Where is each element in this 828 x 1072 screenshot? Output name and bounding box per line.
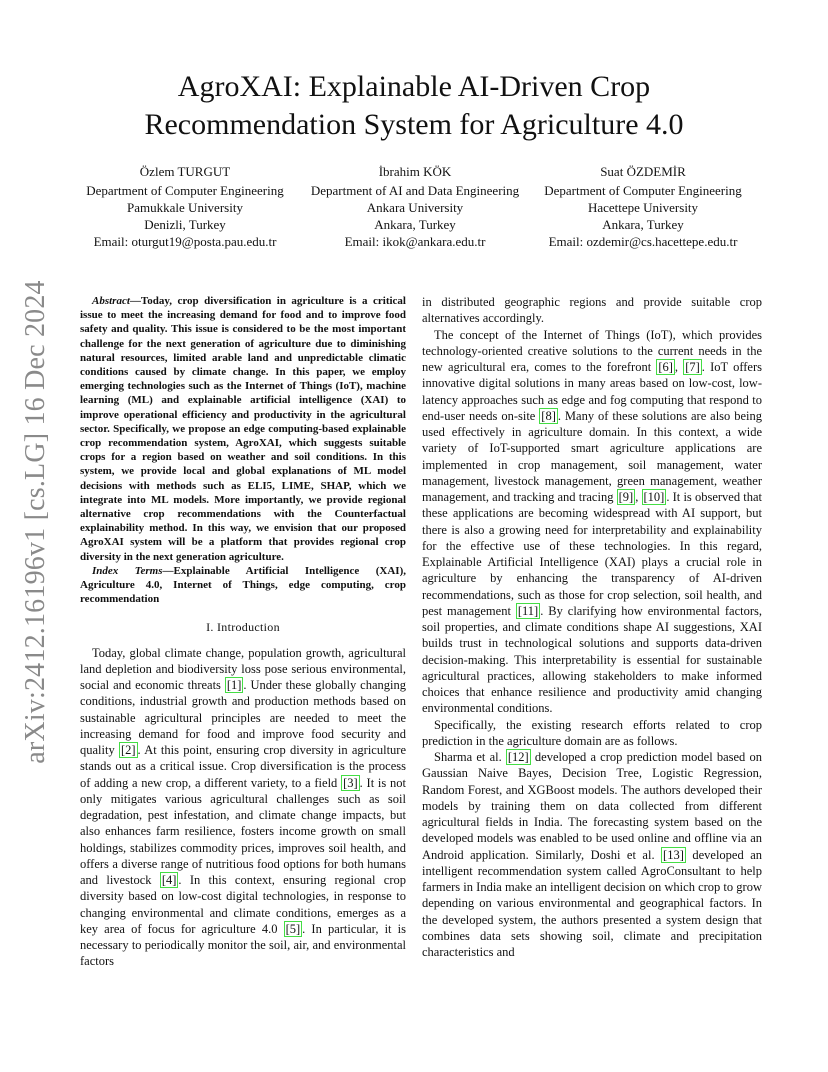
arxiv-sidebar — [14, 280, 58, 764]
paragraph-text: The concept of the Internet of Things (IoT), which provides technology-oriented creative solutions to the current needs in the new agricultural era, comes to the forefront — [422, 327, 762, 374]
abstract-label: Abstract — [92, 295, 130, 307]
index-terms — [80, 564, 406, 607]
citation-link[interactable]: [6] — [658, 360, 673, 374]
paragraph-text: . In this context, ensuring regional crop diversity based on low-cost digital technologies, in response to changing environmental and climate conditions, emerges as a key area of focus for agriculture 4.0 — [80, 873, 406, 936]
paragraph-text: . IoT offers innovative digital solutions in many areas based on low-cost, low-latency approaches such as edge and fog computing that respond to end-user needs on-site — [422, 360, 763, 423]
author-location: Ankara, Turkey — [374, 217, 456, 232]
title-line-2: Recommendation System for Agriculture 4.0 — [144, 108, 684, 141]
index-terms-label: Index Terms — [92, 564, 163, 577]
right-column — [422, 294, 762, 960]
paragraph-text: developed an intelligent recommendation system called AgroConsultant to help farmers in India make an intelligent decision on which crop to grow depending on various environmental and geographical factors. In the developed system, the authors presented a system design that combines data sets showing soil, climate and precipitation characteristics and — [422, 847, 762, 959]
paragraph-text: . It is observed that these applications are becoming widespread with AI support, but there is also a growing need for interpretability and explainability for the effective use of these technologies. In this regard, Explainable Artificial Intelligence (XAI) plays a crucial role in agriculture by enhancing the transparency of AI-driven recommendations, such as those for crop selection, soil health, and pest management — [422, 490, 763, 618]
paragraph-text: . At this point, ensuring crop diversity in agriculture stands out as a critical issue. Crop diversification is the process of adding a new crop, a different variety, to a field — [80, 743, 407, 790]
intro-paragraph-specifically: Specifically, the existing research efforts related to crop prediction in the agriculture domain are as follows. — [422, 717, 762, 748]
author-name: Özlem TURGUT — [139, 164, 231, 179]
author-email: Email: ozdemir@cs.hacettepe.edu.tr — [548, 234, 738, 249]
paragraph-text: , — [635, 490, 642, 504]
intro-paragraph-1 — [80, 645, 406, 970]
citation-link[interactable]: [12] — [507, 750, 529, 764]
citation-link[interactable]: [10] — [643, 490, 665, 504]
author-university: Ankara University — [366, 200, 464, 215]
abstract — [80, 294, 406, 564]
author-block-3 — [536, 163, 750, 250]
paragraph-text: . By clarifying how environmental factors, soil properties, and climate conditions shape AI suggestions, XAI builds trust in technological solutions and supports data-driven decision-making. This interpretability is essential for sustainable agricultural practices, allowing stakeholders to make informed choices that enhance resilience and productivity amid changing environmental conditions. — [422, 603, 762, 716]
paragraph-text: developed a crop prediction model based on Gaussian Naive Bayes, Decision Tree, Logistic Regression, Random Forest, and XGBoost models. The authors developed their models by training them on data collected from different agricultural fields in India. The forecasting system based on the developed models was enabled to be used online and offline via an Android application. Similarly, Doshi et al. — [422, 750, 762, 862]
author-email: Email: ikok@ankara.edu.tr — [344, 234, 486, 249]
citation-link[interactable]: [9] — [618, 490, 634, 504]
author-university: Pamukkale University — [127, 200, 243, 215]
citation-link[interactable]: [1] — [226, 678, 242, 693]
section-heading-introduction: I. Introduction — [206, 620, 280, 635]
intro-paragraph-iot — [422, 327, 762, 717]
author-location: Ankara, Turkey — [602, 217, 684, 232]
author-department: Department of Computer Engineering — [86, 183, 284, 198]
intro-paragraph-related-work — [422, 749, 762, 960]
paragraph-text: Sharma et al. — [434, 750, 506, 764]
citation-link[interactable]: [2] — [120, 743, 136, 758]
abstract-text: —Today, crop diversification in agriculture is a critical issue to meet the increasing demand for food and to improve food safety and quality. This issue is considered to be the most important challenge for the next generation of agriculture due to diminishing natural resources, limited arable land and unpredictable climatic conditions caused by climate change. In this paper, we employ emerging technologies such as the Internet of Things (IoT), machine learning (ML) and explainable artificial intelligence (XAI) to improve operational efficiency and productivity in the agricultural sector. Specifically, we propose an edge computing-based explainable crop recommendation system, AgroXAI, which suggests suitable crops for a region based on weather and soil conditions. In this system, we provide local and global explanations of ML model decisions with methods such as ELI5, LIME, SHAP, which we integrate into ML models. More importantly, we provide regional alternative crop recommendations with the Counterfactual explainability method. In this way, we envision that our proposed AgroXAI system will be a platform that provides regional crop diversity in the next generation agriculture. — [80, 295, 406, 563]
arxiv-identifier: arXiv:2412.16196v1 [cs.LG] 16 Dec 2024 — [20, 280, 51, 764]
author-block-2 — [299, 163, 531, 250]
paper-title — [60, 68, 768, 144]
author-block-1 — [74, 163, 296, 250]
author-name: Suat ÖZDEMİR — [600, 164, 686, 179]
paragraph-text: Today, global climate change, population growth, agricultural land depletion and biodiversity loss pose serious environmental, social and economic threats — [80, 645, 406, 693]
citation-link[interactable]: [5] — [285, 921, 301, 936]
citation-link[interactable]: [3] — [343, 775, 358, 790]
left-column — [80, 294, 406, 970]
citation-link[interactable]: [4] — [161, 873, 177, 888]
title-line-1: AgroXAI: Explainable AI-Driven Crop — [177, 70, 651, 103]
citation-link[interactable]: [11] — [517, 603, 539, 618]
author-university: Hacettepe University — [587, 200, 699, 215]
paragraph-text: , — [674, 360, 684, 374]
author-department: Department of Computer Engineering — [544, 183, 742, 198]
citation-link[interactable]: [13] — [663, 847, 684, 862]
intro-paragraph-continued: in distributed geographic regions and provide suitable crop alternatives accordingly. — [422, 295, 762, 326]
citation-link[interactable]: [7] — [685, 360, 700, 374]
author-email: Email: oturgut19@posta.pau.edu.tr — [93, 234, 277, 249]
paragraph-text: . In particular, it is necessary to periodically monitor the soil, air, and environmental factors — [80, 921, 406, 969]
index-terms-text: —Explainable Artificial Intelligence (XAI), Agriculture 4.0, Internet of Things, edge computing, crop recommendation — [80, 564, 407, 606]
paragraph-text: . It is not only mitigates various agricultural challenges such as soil degradation, pest infestation, and climate change impacts, but also enhances farm resilience, fosters income growth on small holdings, stabilizes commodity prices, improves soil health, and offers a diverse range of nutritious food options for both humans and livestock — [80, 775, 406, 888]
paragraph-text: . Many of these solutions are also being used effectively in agriculture domain. In this context, a wide variety of IoT-supported smart agriculture applications are implemented in crop management, soil management, water management, livestock management, green management, weather management, and tracking and tracing — [422, 408, 762, 504]
citation-link[interactable]: [8] — [541, 408, 556, 423]
author-location: Denizli, Turkey — [144, 217, 226, 232]
author-name: İbrahim KÖK — [378, 164, 452, 179]
author-department: Department of AI and Data Engineering — [310, 183, 520, 198]
paragraph-text: . Under these globally changing conditions, industrial growth and production methods based on sustainable agricultural principles are needed to meet the increasing demand for food and improve food security and quality — [80, 678, 406, 758]
